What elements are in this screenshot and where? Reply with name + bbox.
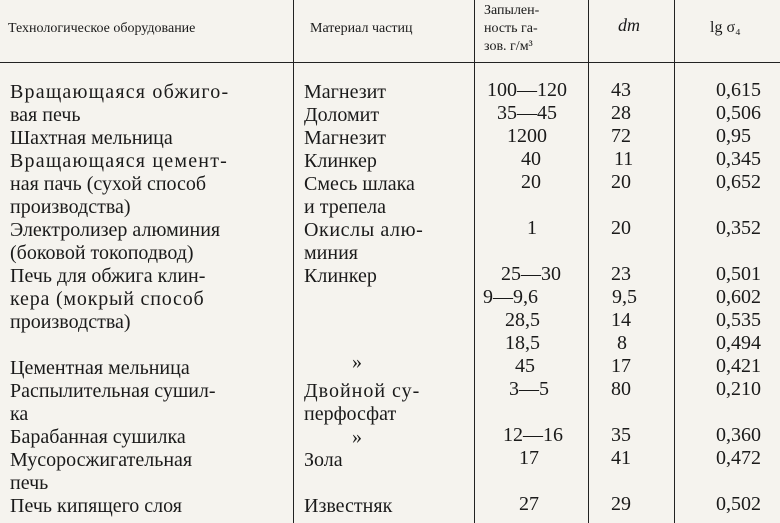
equipment-line: Печь кипящего слоя (10, 495, 182, 517)
dm-value: 41 (611, 447, 631, 469)
lg-sigma-value: 0,602 (716, 286, 761, 308)
dm-value: 29 (611, 493, 631, 515)
equipment-line: Цементная мельница (10, 357, 190, 379)
column-divider-1 (293, 0, 294, 523)
column-divider-3 (588, 0, 589, 523)
dust-value: 45 (515, 355, 535, 377)
lg-sigma-value: 0,421 (716, 355, 761, 377)
header-equipment: Технологическое оборудование (8, 21, 196, 36)
dm-value: 9,5 (612, 286, 637, 308)
column-divider-2 (474, 0, 475, 523)
dm-value: 28 (611, 102, 631, 124)
lg-sigma-value: 0,506 (716, 102, 761, 124)
header-material: Материал частиц (310, 21, 413, 36)
material-line: Смесь шлака (304, 173, 415, 195)
dm-value: 14 (611, 309, 631, 331)
dust-value: 1 (527, 217, 537, 239)
dust-value: 100—120 (487, 79, 567, 101)
lg-sigma-value: 0,345 (716, 148, 761, 170)
equipment-line: производства) (10, 196, 131, 218)
dm-value: 11 (614, 148, 634, 170)
dust-value: 35—45 (497, 102, 557, 124)
lg-sigma-value: 0,501 (716, 263, 761, 285)
material-line: Магнезит (304, 127, 387, 149)
material-line: Зола (304, 449, 343, 471)
dm-value: 80 (611, 378, 631, 400)
column-divider-4 (674, 0, 675, 523)
equipment-line: Распылительная сушил- (10, 380, 216, 402)
material-line: Клинкер (304, 150, 377, 172)
dm-value: 17 (611, 355, 631, 377)
material-line: Доломит (304, 104, 380, 126)
material-line: Окислы алю- (304, 219, 424, 241)
material-line: Известняк (304, 495, 393, 517)
dust-value: 17 (519, 447, 539, 469)
material-line: и трепела (304, 196, 387, 218)
dust-value: 1200 (507, 125, 547, 147)
dust-value: 27 (519, 493, 539, 515)
equipment-line: ная пачь (сухой способ (10, 173, 207, 195)
material-line: перфосфат (304, 403, 397, 425)
header-dm: dm (618, 15, 640, 35)
header-dust-line2: ность га- (484, 21, 538, 36)
equipment-line: Печь для обжига клин- (10, 265, 206, 287)
equipment-line: вая печь (10, 104, 81, 126)
header-lg-sigma: lg σ₄ (710, 19, 741, 36)
material-line: » (352, 426, 362, 448)
dm-value: 43 (611, 79, 631, 101)
dust-value: 20 (521, 171, 541, 193)
equipment-line: кера (мокрый способ (10, 288, 205, 310)
material-line: Двойной су- (304, 380, 421, 402)
dm-value: 8 (617, 332, 627, 354)
equipment-line: ка (10, 403, 29, 425)
equipment-line: производства) (10, 311, 131, 333)
lg-sigma-value: 0,210 (716, 378, 761, 400)
dust-value: 25—30 (501, 263, 561, 285)
material-line: » (352, 351, 362, 373)
dm-value: 20 (611, 171, 631, 193)
material-line: миния (304, 242, 358, 264)
dust-value: 12—16 (503, 424, 563, 446)
material-line: Клинкер (304, 265, 377, 287)
equipment-line: печь (10, 472, 49, 494)
lg-sigma-value: 0,494 (716, 332, 761, 354)
lg-sigma-value: 0,360 (716, 424, 761, 446)
equipment-line: Барабанная сушилка (10, 426, 186, 448)
dust-value: 18,5 (505, 332, 540, 354)
dust-value: 9—9,6 (483, 286, 538, 308)
equipment-line: Вращающаяся обжиго- (10, 81, 230, 103)
lg-sigma-value: 0,615 (716, 79, 761, 101)
equipment-line: Шахтная мельница (10, 127, 173, 149)
dm-value: 72 (611, 125, 631, 147)
lg-sigma-value: 0,352 (716, 217, 761, 239)
dm-value: 35 (611, 424, 631, 446)
equipment-line: Электролизер алюминия (10, 219, 221, 241)
material-line: Магнезит (304, 81, 387, 103)
dm-value: 23 (611, 263, 631, 285)
dust-value: 3—5 (509, 378, 549, 400)
lg-sigma-value: 0,502 (716, 493, 761, 515)
dust-value: 28,5 (505, 309, 540, 331)
dm-value: 20 (611, 217, 631, 239)
dust-value: 40 (521, 148, 541, 170)
header-dust-line1: Запылен- (484, 3, 540, 18)
lg-sigma-value: 0,652 (716, 171, 761, 193)
equipment-line: (боковой токоподвод) (10, 242, 194, 264)
lg-sigma-value: 0,535 (716, 309, 761, 331)
header-dust-line3: зов. г/м³ (484, 39, 533, 54)
lg-sigma-value: 0,472 (716, 447, 761, 469)
equipment-line: Вращающаяся цемент- (10, 150, 229, 172)
equipment-line: Мусоросжигательная (10, 449, 193, 471)
lg-sigma-value: 0,95 (716, 125, 751, 147)
header-bottom-rule (0, 62, 780, 63)
